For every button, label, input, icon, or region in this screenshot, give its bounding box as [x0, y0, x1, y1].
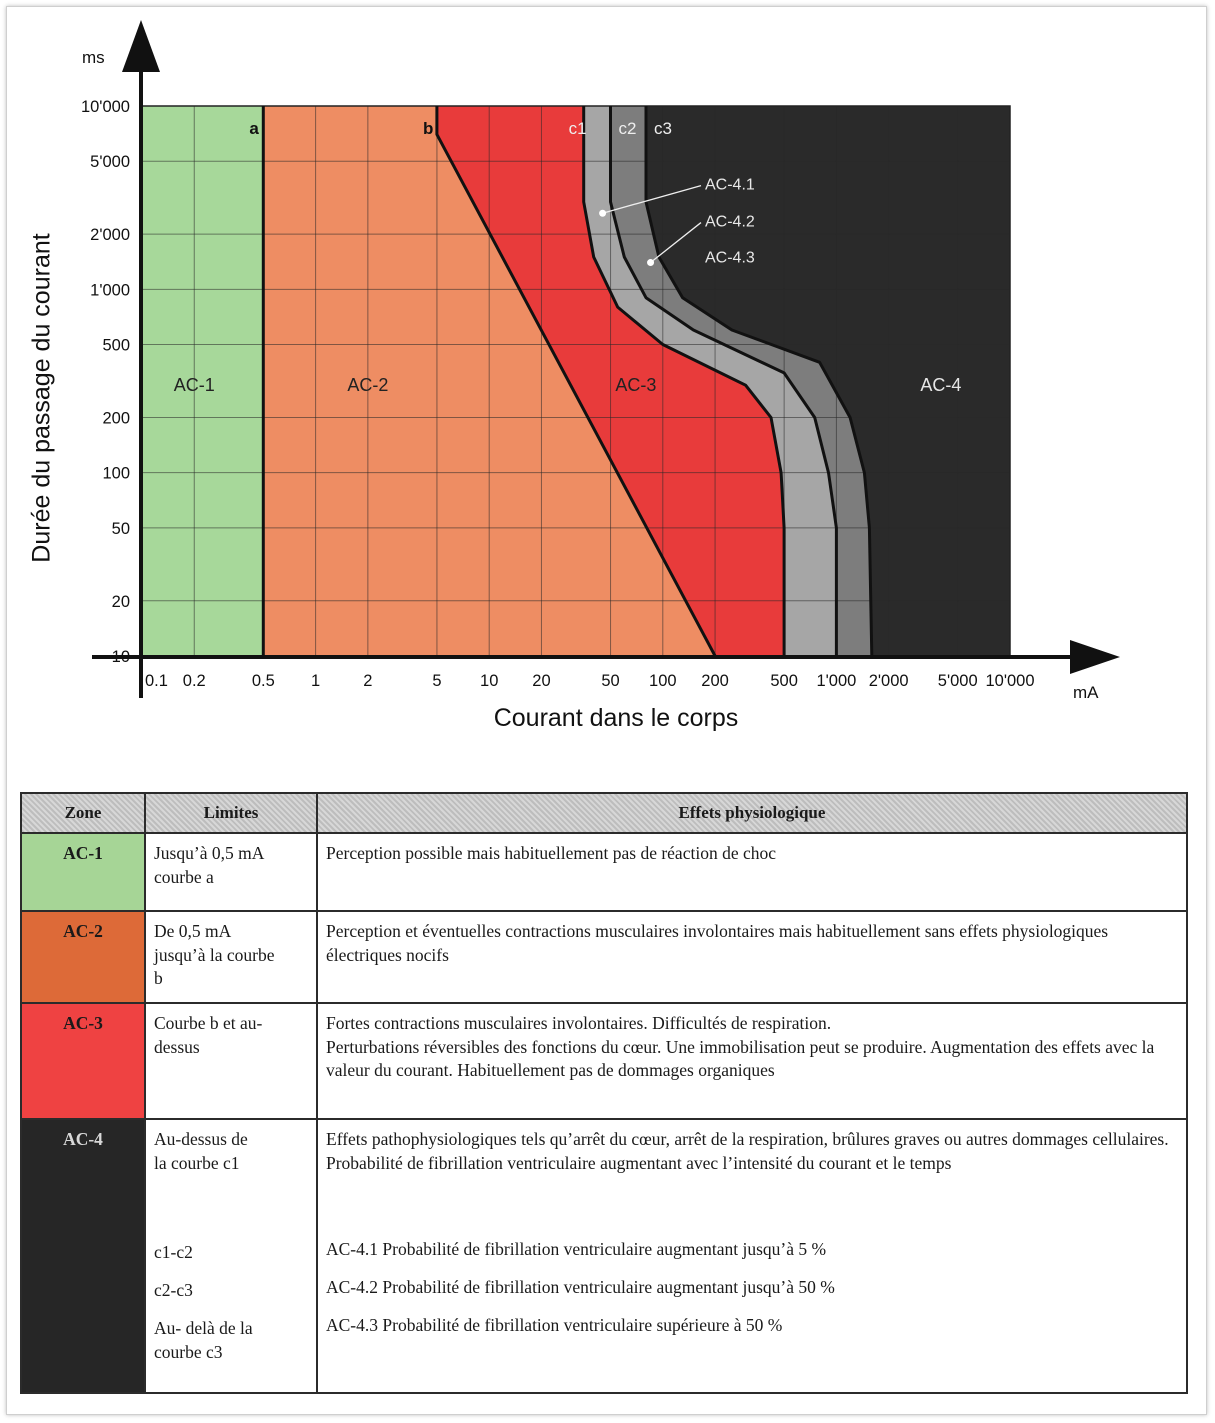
limits-line: Au-dessus de — [154, 1129, 248, 1149]
x-tick-label: 100 — [649, 672, 677, 690]
x-tick-label: 5 — [432, 672, 442, 690]
table-header-row — [21, 793, 1187, 833]
zone-cell-ac2: AC-2 — [21, 911, 145, 1003]
y-axis-arrow — [122, 20, 160, 72]
y-tick-label: 20 — [111, 592, 130, 611]
sub-limits: c2-c3 — [154, 1280, 193, 1301]
limits-line: courbe a — [154, 866, 214, 887]
x-tick-label: 2'000 — [868, 672, 909, 690]
x-tick-label: 0.1 — [145, 672, 168, 690]
zone-cell-ac1: AC-1 — [21, 833, 145, 911]
sub-limits: Au- delà de la courbe c3 — [154, 1318, 253, 1362]
sub-effects: AC-4.3 Probabilité de fibrillation ventriculaire supérieure à 50 % — [326, 1315, 783, 1335]
annotation-label: AC-4.2 — [704, 213, 755, 231]
limits-line: Jusqu’à 0,5 mA — [154, 843, 265, 863]
x-tick-label: 500 — [770, 672, 798, 690]
x-tick-label: 200 — [701, 672, 729, 690]
y-tick-label: 1'000 — [90, 281, 130, 300]
limits-cell — [145, 911, 317, 1003]
y-axis-title: Durée du passage du courant — [27, 233, 56, 563]
limits-line: b — [154, 968, 163, 989]
effects-line: Fortes contractions musculaires involontaires. Difficultés de respiration. — [326, 1013, 832, 1033]
annotation-dot — [599, 210, 606, 217]
sub-effects: AC-4.1 Probabilité de fibrillation ventriculaire augmentant jusqu’à 5 % — [326, 1239, 827, 1259]
curve-label-c2: c2 — [618, 119, 637, 138]
y-tick-label: 10'000 — [80, 98, 130, 116]
x-tick-label: 20 — [532, 672, 551, 690]
x-axis-arrow — [1070, 640, 1120, 674]
x-tick-label: 10 — [480, 672, 499, 690]
x-tick-label: 50 — [601, 672, 620, 690]
limits-line: dessus — [154, 1036, 200, 1057]
x-tick-label: 10'000 — [985, 672, 1035, 690]
zone-cell-ac4: AC-4 — [21, 1119, 145, 1393]
effects-cell — [317, 1119, 1187, 1393]
limits-line: De 0,5 mA — [154, 921, 232, 941]
x-axis-title: Courant dans le corps — [493, 704, 739, 732]
x-tick-label: 0.5 — [251, 672, 275, 690]
x-tick-label: 1 — [311, 672, 321, 690]
table-row — [21, 833, 1187, 911]
curve-label-c3: c3 — [653, 119, 672, 138]
spacer — [154, 1175, 308, 1241]
table-row — [21, 911, 1187, 1003]
annotation-label: AC-4.3 — [704, 249, 755, 267]
effects-text: Effets pathophysiologiques tels qu’arrêt du cœur, arrêt de la respiration, brûlures graves ou autres dommages cellulaires. Probabilité de fibrillation ventriculaire augmentant avec l’intensité du courant et le temps — [326, 1129, 1169, 1173]
zone-label-ac-1: AC-1 — [173, 375, 215, 396]
y-tick-label: 5'000 — [90, 153, 130, 172]
limits-line: la courbe c1 — [154, 1152, 240, 1173]
zone-label-ac-4: AC-4 — [920, 375, 962, 396]
effects-cell: Perception possible mais habituellement pas de réaction de choc — [317, 833, 1187, 911]
x-tick-label: 1'000 — [816, 672, 857, 690]
y-tick-label: 50 — [111, 519, 130, 538]
y-axis-unit: ms — [82, 48, 105, 67]
effects-cell: Perception et éventuelles contractions musculaires involontaires mais habituellement sans effets physiologiques électriques nocifs — [317, 911, 1187, 1003]
y-tick-label: 100 — [102, 464, 130, 483]
zone-label-ac-2: AC-2 — [347, 375, 389, 396]
effects-line: Perturbations réversibles des fonctions du cœur. Une immobilisation peut se produire. Augmentation des effets avec la valeur du courant. Habituellement pas de dommages organiques — [326, 1036, 1155, 1081]
curve-label-b: b — [422, 119, 434, 138]
sub-limits: c1-c2 — [154, 1242, 193, 1263]
x-tick-label: 2 — [363, 672, 373, 690]
sub-effects: AC-4.2 Probabilité de fibrillation ventriculaire augmentant jusqu’à 50 % — [326, 1277, 835, 1297]
x-tick-label: 5'000 — [937, 672, 978, 690]
header-effects: Effets physiologique — [317, 793, 1187, 833]
x-tick-label: 0.2 — [182, 672, 206, 690]
y-tick-label: 500 — [102, 336, 130, 355]
limits-cell — [145, 833, 317, 911]
y-tick-label: 200 — [102, 409, 130, 428]
curve-label-c1: c1 — [568, 119, 587, 138]
annotation-label: AC-4.1 — [704, 176, 755, 194]
limits-line: Courbe b et au- — [154, 1013, 263, 1033]
limits-line: jusqu’à la courbe — [154, 944, 275, 965]
annotation-dot — [647, 259, 654, 266]
y-tick-label: 2'000 — [90, 226, 130, 245]
limits-cell — [145, 1003, 317, 1119]
header-zone: Zone — [21, 793, 145, 833]
zone-cell-ac3: AC-3 — [21, 1003, 145, 1119]
curve-label-a: a — [249, 119, 259, 138]
spacer — [326, 1224, 1178, 1238]
effects-cell — [317, 1003, 1187, 1119]
zone-label-ac-3: AC-3 — [615, 375, 657, 396]
table-row — [21, 1119, 1187, 1393]
table-row — [21, 1003, 1187, 1119]
y-tick-label: 10 — [111, 648, 130, 666]
x-axis-unit: mA — [1073, 683, 1099, 702]
limits-cell — [145, 1119, 317, 1393]
header-limits: Limites — [145, 793, 317, 833]
zones-table — [20, 792, 1188, 1394]
